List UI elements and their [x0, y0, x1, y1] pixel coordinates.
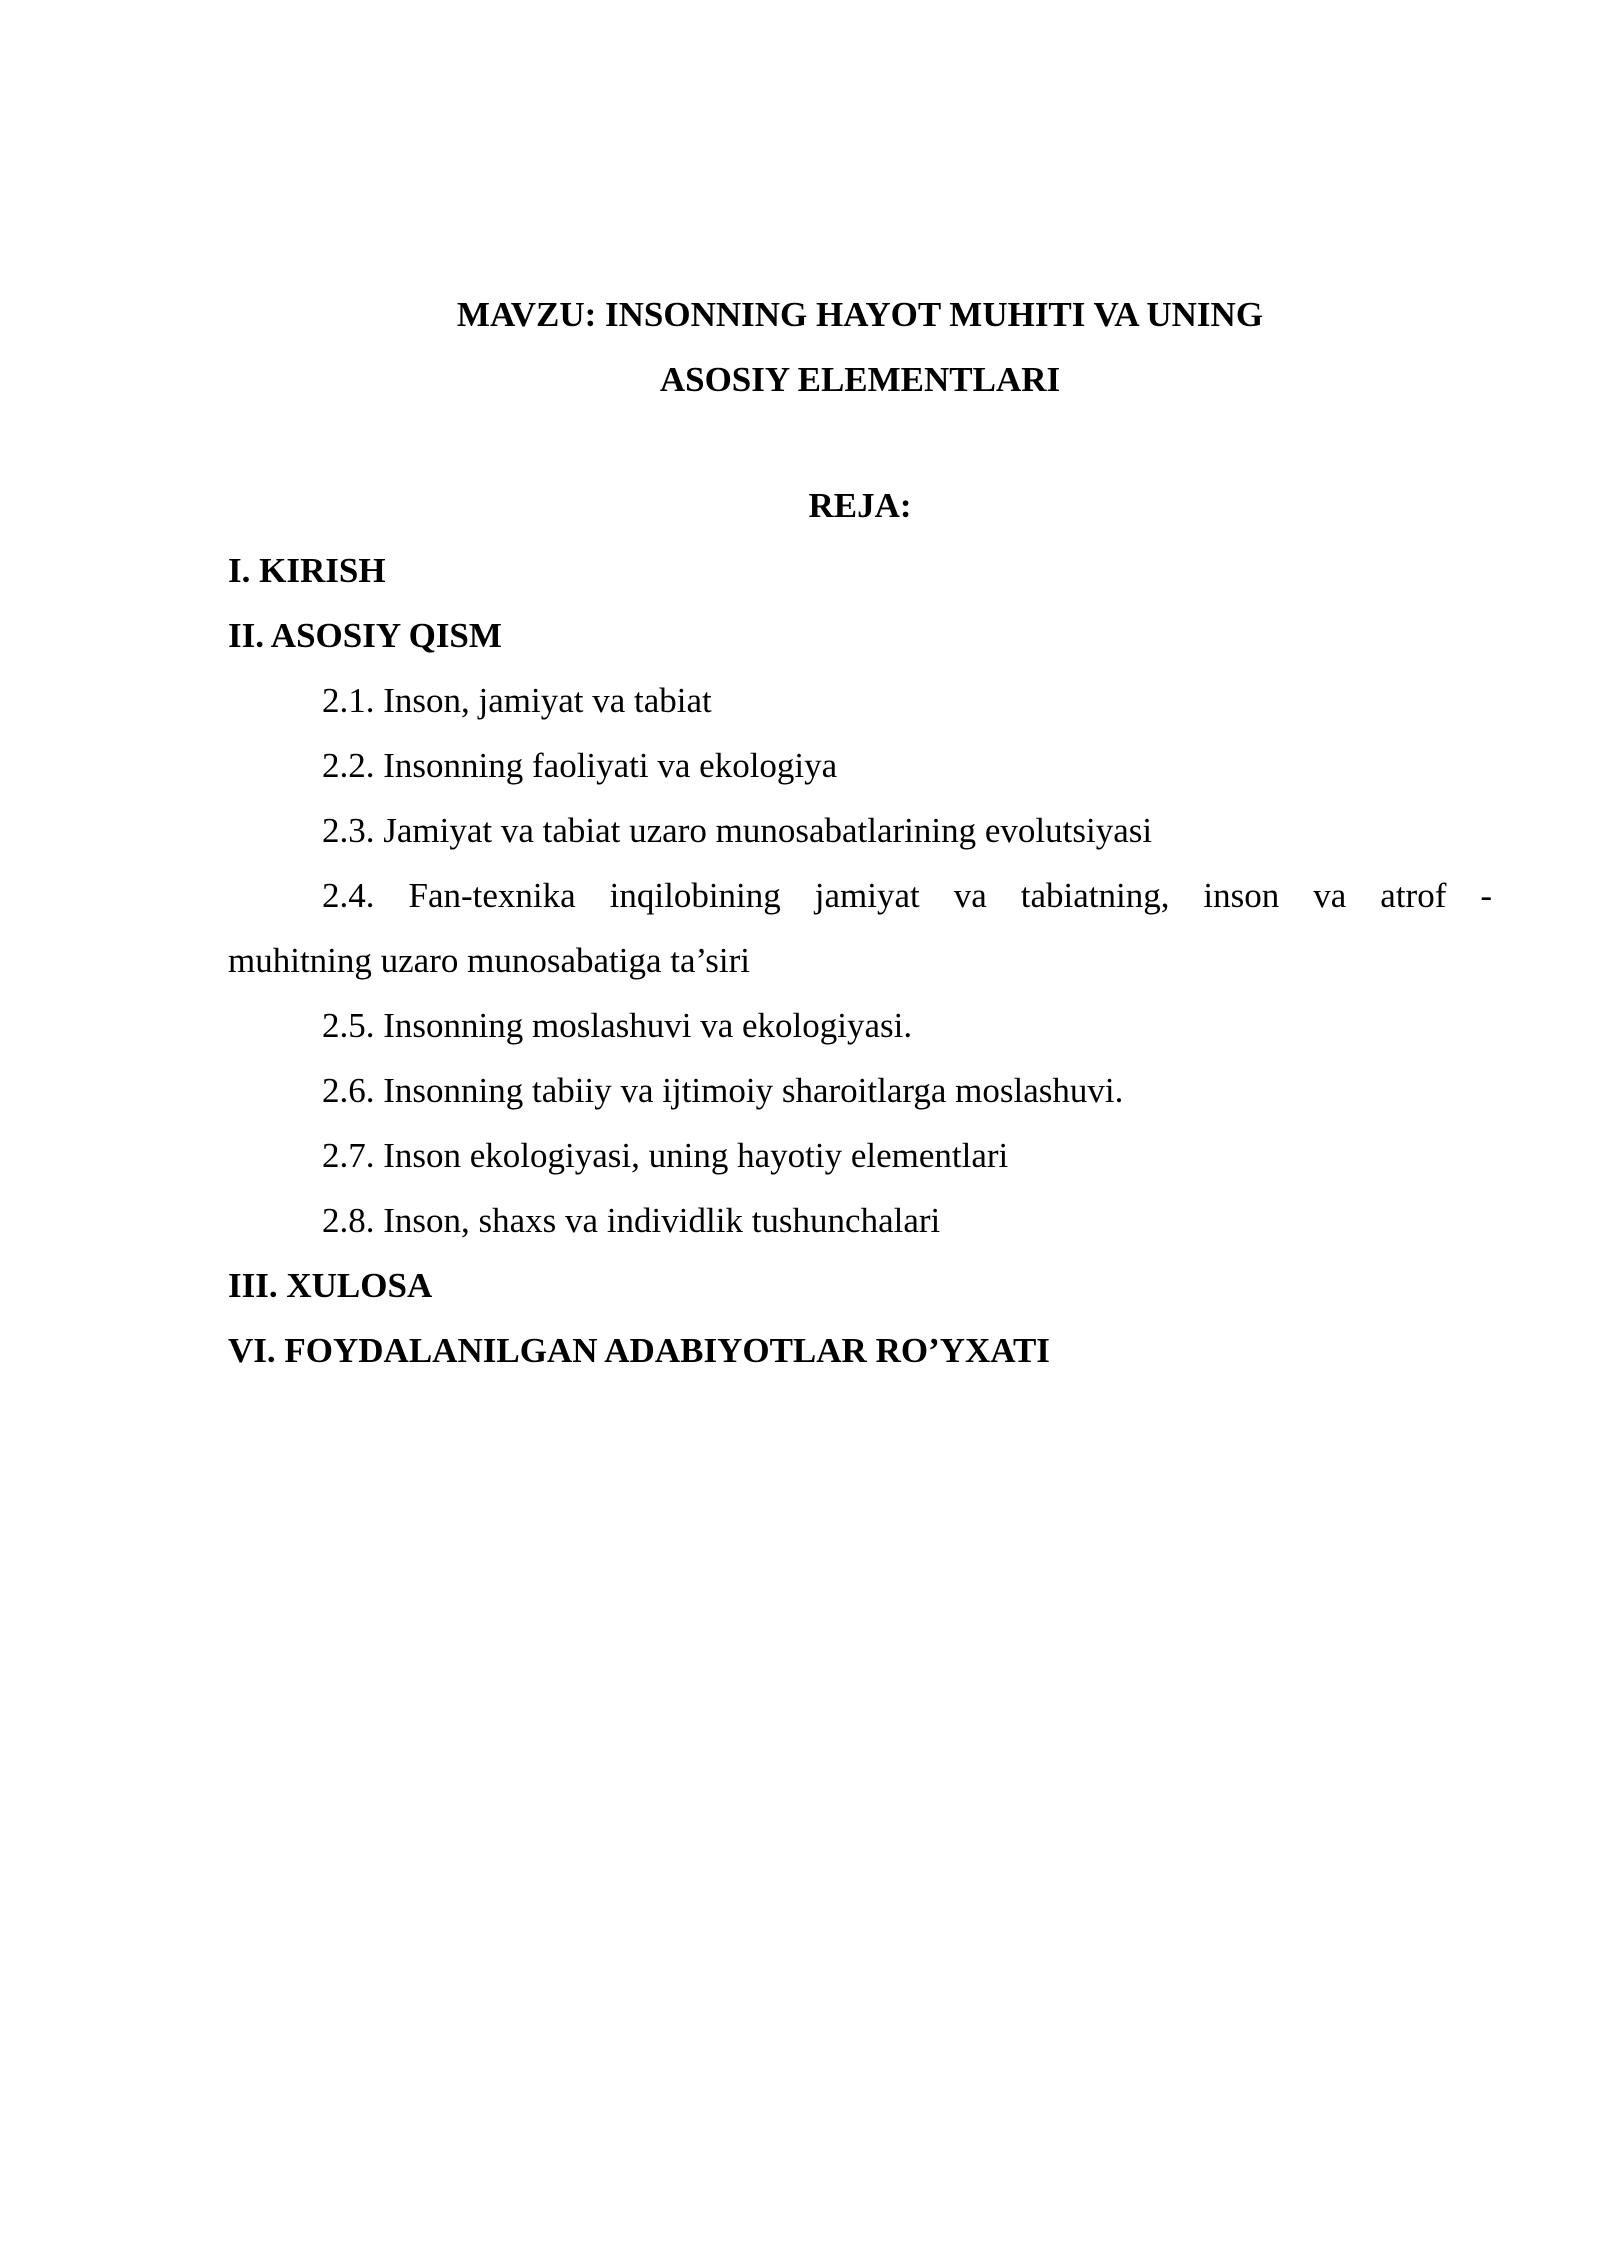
subsection-2-4	[228, 863, 1492, 993]
section-references: VI. FOYDALANILGAN ADABIYOTLAR RO’YXATI	[228, 1331, 1050, 1370]
subsection-2-3: 2.3. Jamiyat va tabiat uzaro munosabatlarining evolutsiyasi	[322, 811, 1153, 850]
plan-heading: REJA:	[808, 486, 912, 525]
subsection-2-5: 2.5. Insonning moslashuvi va ekologiyasi.	[322, 1006, 913, 1045]
subsection-2-4-line-1: 2.4. Fan-texnika inqilobining jamiyat va tabiatning, inson va atrof -	[322, 876, 1492, 915]
title-line-1: MAVZU: INSONNING HAYOT MUHITI VA UNING	[456, 295, 1264, 334]
document-title	[228, 282, 1492, 412]
title-line-2: ASOSIY ELEMENTLARI	[659, 360, 1061, 399]
section-main: II. ASOSIY QISM	[228, 616, 502, 655]
subsection-2-7: 2.7. Inson ekologiyasi, uning hayotiy elementlari	[322, 1136, 1009, 1175]
subsection-2-4-line-2: muhitning uzaro munosabatiga ta’siri	[228, 941, 750, 980]
subsection-2-6: 2.6. Insonning tabiiy va ijtimoiy sharoitlarga moslashuvi.	[322, 1071, 1124, 1110]
subsection-2-2: 2.2. Insonning faoliyati va ekologiya	[322, 746, 838, 785]
section-conclusion: III. XULOSA	[228, 1266, 433, 1305]
subsection-2-8: 2.8. Inson, shaxs va individlik tushunchalari	[322, 1201, 941, 1240]
section-intro: I. KIRISH	[228, 551, 386, 590]
plan-list	[228, 538, 1492, 1383]
subsection-2-1: 2.1. Inson, jamiyat va tabiat	[322, 681, 712, 720]
